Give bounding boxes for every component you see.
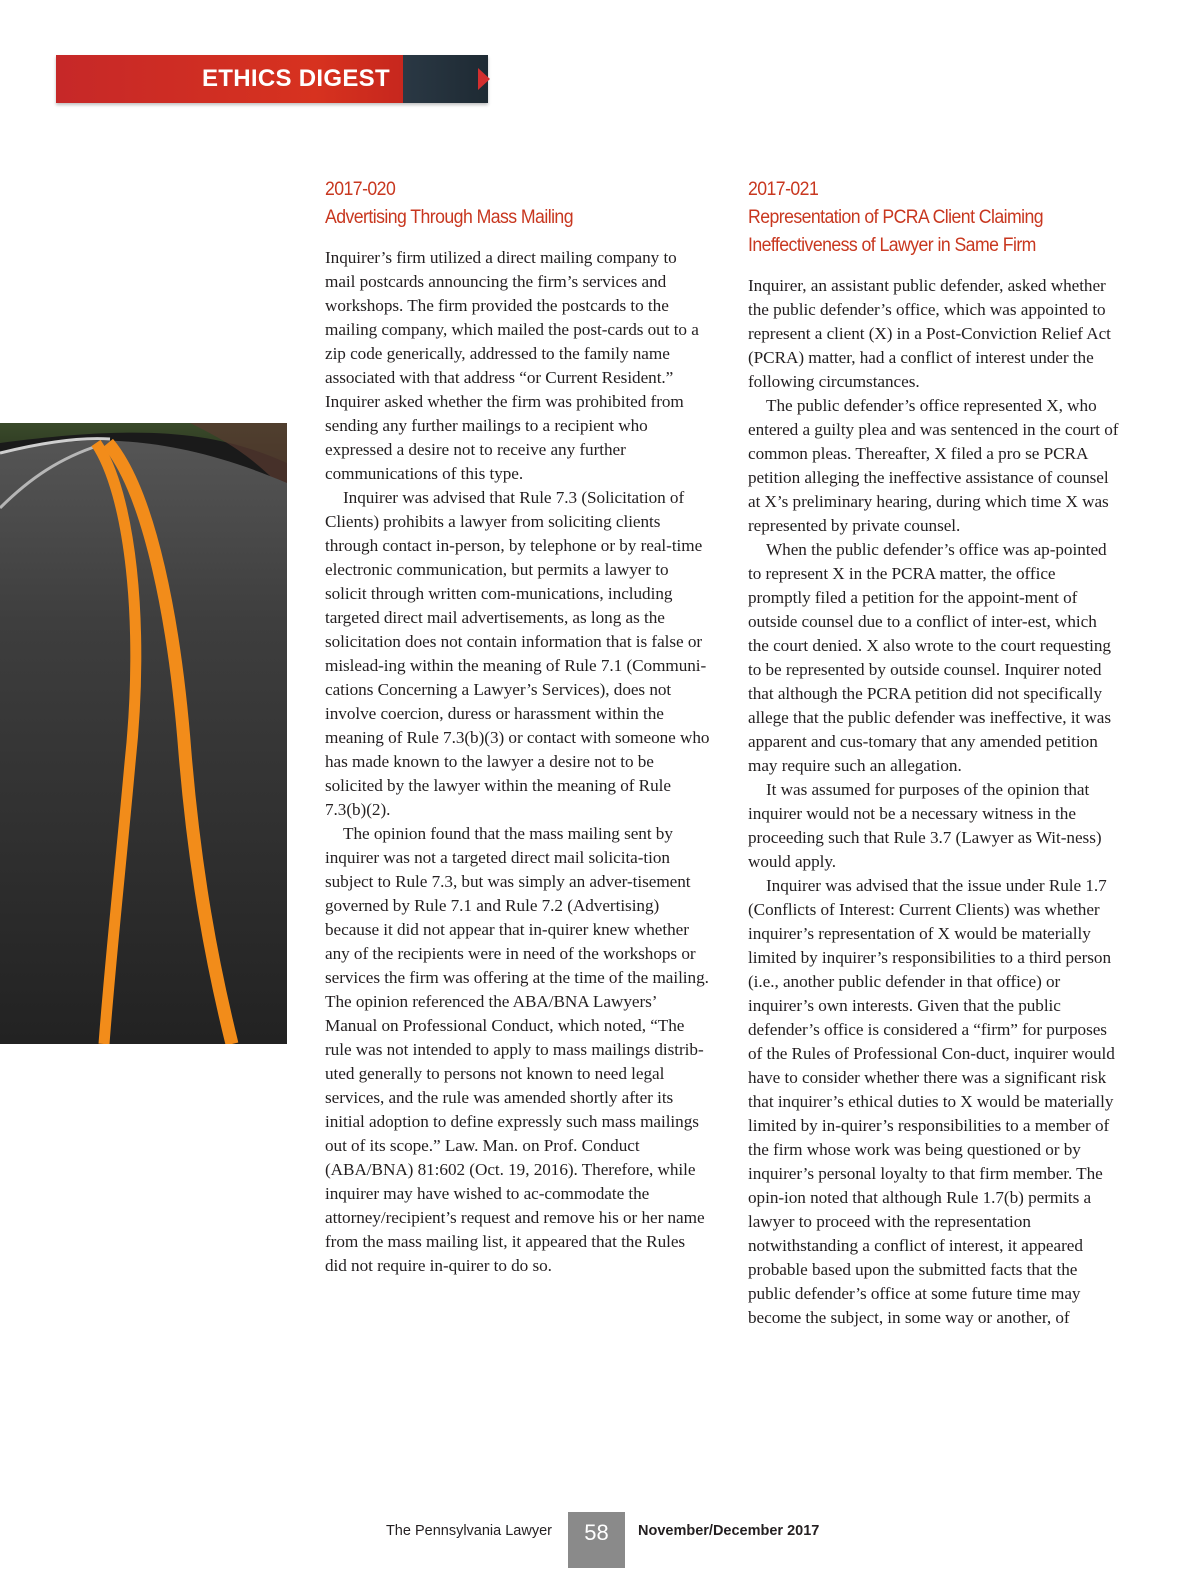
paragraph: The public defender’s office represented X, who entered a guilty plea and was sentenced in the court of common pleas. Thereafter, X filed a pro se PCRA petition alleging the ineffective assistance of counsel at X’s preliminary hearing, during which time X was represented by private counsel.: [748, 396, 1119, 535]
magazine-name: The Pennsylvania Lawyer: [385, 1523, 552, 1539]
paragraph: It was assumed for purposes of the opinion that inquirer would not be a necessary witness in the proceeding such that Rule 3.7 (Lawyer as Wit-ness) would apply.: [748, 780, 1102, 871]
opinion-title: Advertising Through Mass Mailing: [325, 207, 573, 228]
banner-accent-block: [403, 55, 488, 103]
paragraph: Inquirer was advised that Rule 7.3 (Solicitation of Clients) prohibits a lawyer from soliciting clients through contact in-person, by telephone or by real-time electronic communication, but permits a lawyer to solicit through written com-munications, including targeted direct mail advertisements, as long as the solicitation does not contain information that is false or mislead-ing within the meaning of Rule 7.1 (Communi-cations Concerning a Lawyer’s Services), does not involve coercion, duress or harassment within the meaning of Rule 7.3(b)(3) or contact with someone who has made known to the lawyer a desire not to be solicited by the lawyer within the meaning of Rule 7.3(b)(2).: [325, 488, 710, 819]
paragraph: Inquirer was advised that the issue under Rule 1.7 (Conflicts of Interest: Current Clients) was whether inquirer’s representation of X would be materially limited by inquirer’s responsibilities to a third person (i.e., another public defender in that office) or inquirer’s own interests. Given that the public defender’s office is considered a “firm” for purposes of the Rules of Professional Con-duct, inquirer would have to consider whether there was a significant risk that inquirer’s ethical duties to X would be materially limited by in-quirer’s responsibilities to a member of the firm whose work was being questioned or by inquirer’s personal loyalty to that firm member. The opin-ion noted that although Rule 1.7(b) permits a lawyer to proceed with the representation notwithstanding a conflict of interest, it appeared probable based upon the submitted facts that the public defender’s office at some future time may become the subject, in some way or another, of: [748, 876, 1115, 1327]
paragraph: Inquirer’s firm utilized a direct mailing company to mail postcards announcing the firm’s services and workshops. The firm provided the postcards to the mailing company, which mailed the post-cards out to a zip code generically, addressed to the family name associated with that address “or Current Resident.” Inquirer asked whether the firm was prohibited from sending any further mailings to a recipient who expressed a desire not to receive any further communications of this type.: [325, 248, 699, 483]
road-photo: [0, 423, 287, 1044]
road-illustration: [0, 423, 287, 1044]
opinion-column-left: [325, 176, 710, 1278]
page-number: 58: [568, 1512, 625, 1568]
opinion-column-right: [748, 176, 1120, 1330]
issue-date: November/December 2017: [638, 1523, 820, 1539]
opinion-number: 2017-021: [748, 179, 819, 200]
page-footer: [0, 1512, 1200, 1554]
paragraph: When the public defender’s office was ap-pointed to represent X in the PCRA matter, the office promptly filed a petition for the appoint-ment of outside counsel due to a conflict of inter-est, which the court denied. X also wrote to the court requesting to be represented by outside counsel. Inquirer noted that although the PCRA petition did not specifically allege that the public defender was ineffective, it was apparent and cus-tomary that any amended petition may require such an allegation.: [748, 540, 1111, 775]
arrow-right-icon: [478, 68, 490, 90]
paragraph: The opinion found that the mass mailing sent by inquirer was not a targeted direct mail solicita-tion subject to Rule 7.3, but was simply an adver-tisement governed by Rule 7.1 and Rule 7.2 (Advertising) because it did not appear that in-quirer knew whether any of the recipients were in need of the workshops or services the firm was offering at the time of the mailing. The opinion referenced the ABA/BNA Lawyers’ Manual on Professional Conduct, which noted, “The rule was not intended to apply to mass mailings distrib-uted generally to persons not known to need legal services, and the rule was amended shortly after its initial adoption to define expressly such mass mailings out of its scope.” Law. Man. on Prof. Conduct (ABA/BNA) 81:602 (Oct. 19, 2016). Therefore, while inquirer may have wished to ac-commodate the attorney/recipient’s request and remove his or her name from the mass mailing list, it appeared that the Rules did not require in-quirer to do so.: [325, 824, 709, 1275]
section-title: ETHICS DIGEST: [202, 65, 390, 92]
section-banner: [56, 55, 488, 103]
opinion-title: Representation of PCRA Client Claiming Ineffectiveness of Lawyer in Same Firm: [748, 207, 1044, 256]
paragraph: Inquirer, an assistant public defender, asked whether the public defender’s office, which was appointed to represent a client (X) in a Post-Conviction Relief Act (PCRA) matter, had a conflict of interest under the following circumstances.: [748, 276, 1111, 391]
opinion-number: 2017-020: [325, 179, 396, 200]
